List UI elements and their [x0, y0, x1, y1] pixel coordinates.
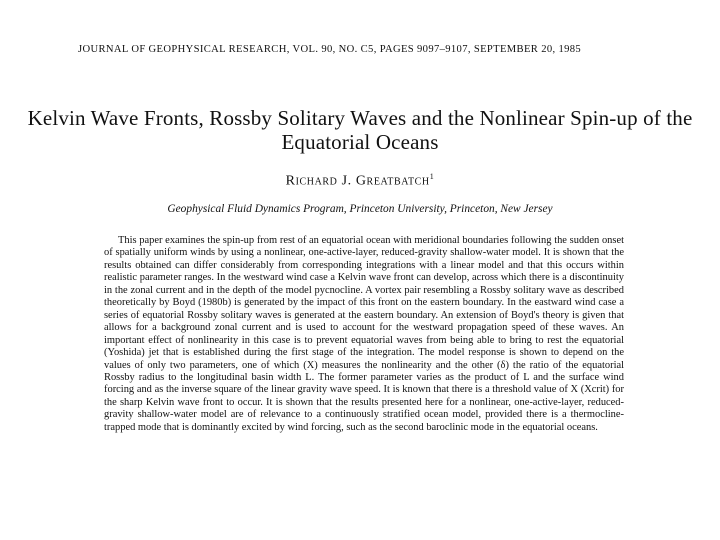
abstract [104, 235, 624, 434]
author-footnote-marker: 1 [429, 172, 435, 181]
author-text: Richard J. Greatbatch [285, 173, 430, 189]
title-line-2: Equatorial Oceans [281, 130, 439, 154]
title-line-1: Kelvin Wave Fronts, Rossby Solitary Waves and the Nonlinear Spin-up of the [27, 106, 693, 130]
journal-header: JOURNAL OF GEOPHYSICAL RESEARCH, VOL. 90, NO. C5, PAGES 9097–9107, SEPTEMBER 20, 1985 [78, 44, 582, 55]
abstract-paragraph: This paper examines the spin-up from rest of an equatorial ocean with meridional boundaries following the sudden onset of spatially uniform winds by using a nonlinear, one-active-layer, reduced-gravity shallow-water model. It is shown that the results obtained can differ considerably from corresponding integrations with a linear model and that this occurs within realistic parameter ranges. In the westward wind case a Kelvin wave front can develop, across which there is a discontinuity in the zonal current and in the depth of the model pycnocline. A vortex pair resembling a Rossby solitary wave as described theoretically by Boyd (1980b) is generated by the impact of this front on the eastern boundary. In the eastward wind case a series of equatorial Rossby solitary waves is generated at the eastern boundary. An extension of Boyd's theory is given that allows for a background zonal current and is used to account for the westward propagation speed of these waves. An important effect of nonlinearity in this case is to prevent equatorial waves from being able to bring to rest the equatorial (Yoshida) jet that is established during the first stage of the integration. The model response is shown to depend on the values of only two parameters, one of which (X) measures the nonlinearity and the other (δ) the ratio of the equatorial Rossby radius to the longitudinal basin width L. The former parameter varies as the product of L and the surface wind forcing and as the inverse square of the linear gravity wave speed. It is known that there is a threshold value of X (Xcrit) for the sharp Kelvin wave front to occur. It is shown that the results presented here for a nonlinear, one-active-layer, reduced-gravity shallow-water model are of relevance to a continuously stratified ocean model, provided there is a thermocline-trapped mode that is dominantly excited by wind forcing, such as the second baroclinic mode in the equatorial oceans. [104, 235, 624, 433]
author-affiliation: Geophysical Fluid Dynamics Program, Princeton University, Princeton, New Jersey [167, 203, 553, 215]
author-name [0, 172, 720, 190]
paper-title [8, 106, 712, 154]
